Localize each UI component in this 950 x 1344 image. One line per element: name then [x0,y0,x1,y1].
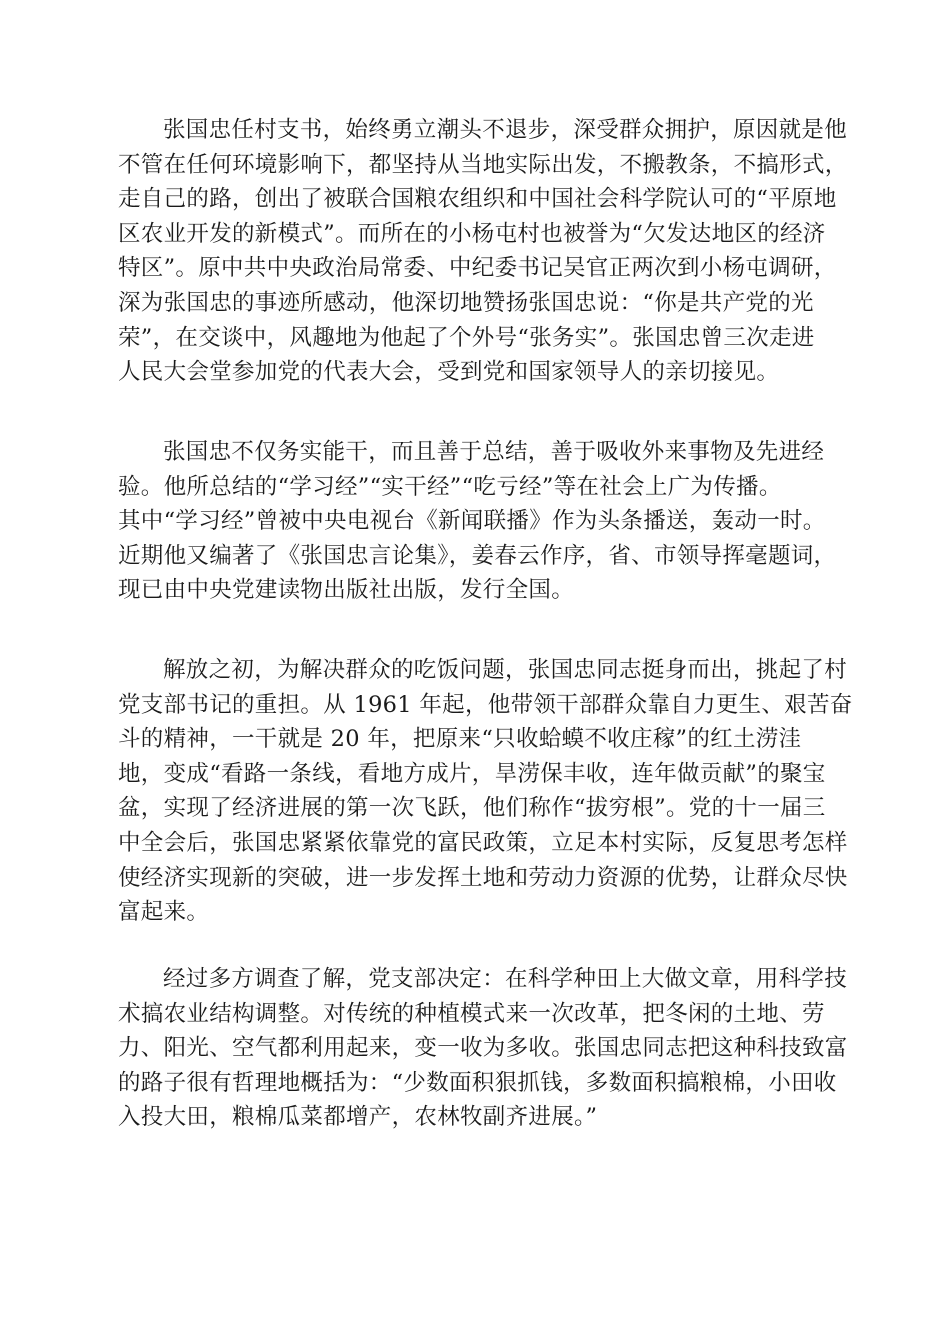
paragraph-line: 入投大田，粮棉瓜菜都增产，农林牧副齐进展。” [118,1104,598,1131]
paragraph-line: 经过多方调查了解，党支部决定：在科学种田上大做文章，用科学技 [163,966,848,992]
paragraph-line: 张国忠不仅务实能干，而且善于总结，善于吸收外来事物及先进经 [163,439,825,465]
paragraph-line: 现已由中央党建读物出版社出版，发行全国。 [118,577,575,604]
paragraph-line: 中全会后，张国忠紧紧依靠党的富民政策，立足本村实际，反复思考怎样 [118,829,848,856]
paragraph-line: 走自己的路，创出了被联合国粮农组织和中国社会科学院认可的“平原地 [118,186,837,213]
paragraph-line: 盆，实现了经济进展的第一次飞跃，他们称作“拔穷根”。党的十一届三 [118,795,826,822]
paragraph-line: 地，变成“看路一条线，看地方成片，旱涝保丰收，连年做贡献”的聚宝 [118,760,826,787]
paragraph-line: 术搞农业结构调整。对传统的种植模式来一次改革，把冬闲的土地、劳 [118,1000,825,1027]
paragraph-line: 深为张国忠的事迹所感动，他深切地赞扬张国忠说：“你是共产党的光 [118,289,814,316]
paragraph-line: 区农业开发的新模式”。而所在的小杨屯村也被誉为“欠发达地区的经济 [118,220,826,247]
paragraph-line: 斗的精神，一干就是 20 年，把原来“只收蛤蟆不收庄稼”的红土涝洼 [118,726,802,753]
paragraph-line: 其中“学习经”曾被中央电视台《新闻联播》作为头条播送，轰动一时。 [118,508,826,535]
paragraph-line: 特区”。原中共中央政治局常委、中纪委书记吴官正两次到小杨屯调研， [118,255,837,282]
paragraph-1 [118,113,848,390]
paragraph-line: 的路子很有哲理地概括为：“少数面积狠抓钱，多数面积搞粮棉，小田收 [118,1069,837,1096]
paragraph-line: 富起来。 [118,899,210,926]
paragraph-2 [118,435,837,608]
paragraph-line: 力、阳光、空气都利用起来，变一收为多收。张国忠同志把这种科技致富 [118,1035,848,1062]
paragraph-line: 张国忠任村支书，始终勇立潮头不退步，深受群众拥护，原因就是他 [163,117,848,143]
paragraph-line: 荣”，在交谈中，风趣地为他起了个外号“张务实”。张国忠曾三次走进 [118,324,815,351]
paragraph-line: 不管在任何环境影响下，都坚持从当地实际出发，不搬教条，不搞形式， [118,151,848,178]
paragraph-line: 验。他所总结的“学习经”“实干经”“吃亏经”等在社会上广为传播。 [118,473,782,500]
paragraph-line: 党支部书记的重担。从 1961 年起，他带领干部群众靠自力更生、艰苦奋 [118,691,853,718]
paragraph-line: 解放之初，为解决群众的吃饭问题，张国忠同志挺身而出，挑起了村 [163,657,848,683]
paragraph-3 [118,653,853,930]
paragraph-4 [118,962,848,1135]
paragraph-line: 人民大会堂参加党的代表大会，受到党和国家领导人的亲切接见。 [118,359,780,386]
paragraph-line: 使经济实现新的突破，进一步发挥土地和劳动力资源的优势，让群众尽快 [118,864,848,891]
paragraph-line: 近期他又编著了《张国忠言论集》，姜春云作序，省、市领导挥毫题词， [118,542,837,569]
